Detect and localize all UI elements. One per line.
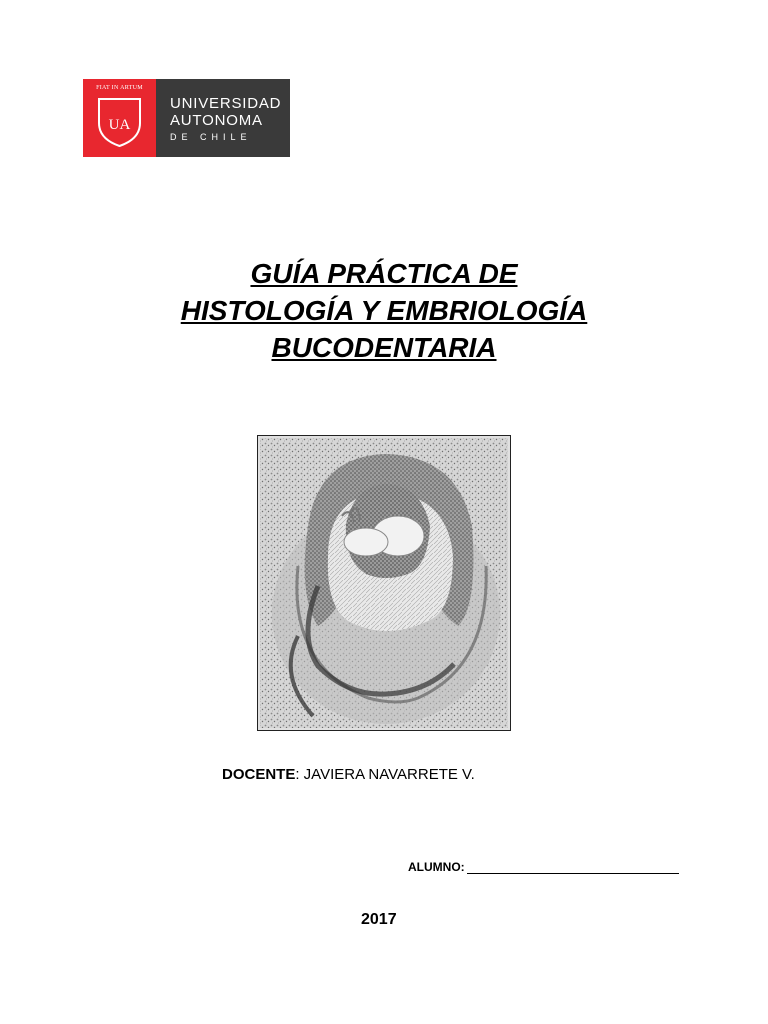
logo-line-1: UNIVERSIDAD	[170, 95, 282, 112]
docente-line	[222, 766, 475, 783]
logo-initials: UA	[108, 117, 131, 133]
title-line-1: GUÍA PRÁCTICA DE	[250, 258, 518, 289]
document-year: 2017	[361, 911, 397, 928]
docente-label: DOCENTE	[222, 766, 296, 783]
alumno-label: ALUMNO:	[408, 860, 465, 874]
logo-wordmark	[156, 79, 290, 157]
university-logo	[83, 79, 290, 157]
title-line-3: BUCODENTARIA	[271, 332, 497, 363]
tooth-germ-histology-image	[258, 436, 510, 730]
title-line-2: HISTOLOGÍA Y EMBRIOLOGÍA	[180, 295, 588, 326]
alumno-field	[408, 859, 679, 874]
logo-emblem	[83, 79, 156, 157]
logo-line-2: AUTONOMA	[170, 112, 263, 129]
docente-value: : JAVIERA NAVARRETE V.	[295, 766, 475, 783]
logo-motto: FIAT IN ARTUM	[96, 85, 143, 91]
shield-icon	[95, 93, 144, 149]
logo-line-3: DE CHILE	[170, 132, 252, 142]
histology-figure	[257, 435, 511, 731]
alumno-blank-line	[467, 859, 679, 874]
document-title	[0, 255, 768, 366]
